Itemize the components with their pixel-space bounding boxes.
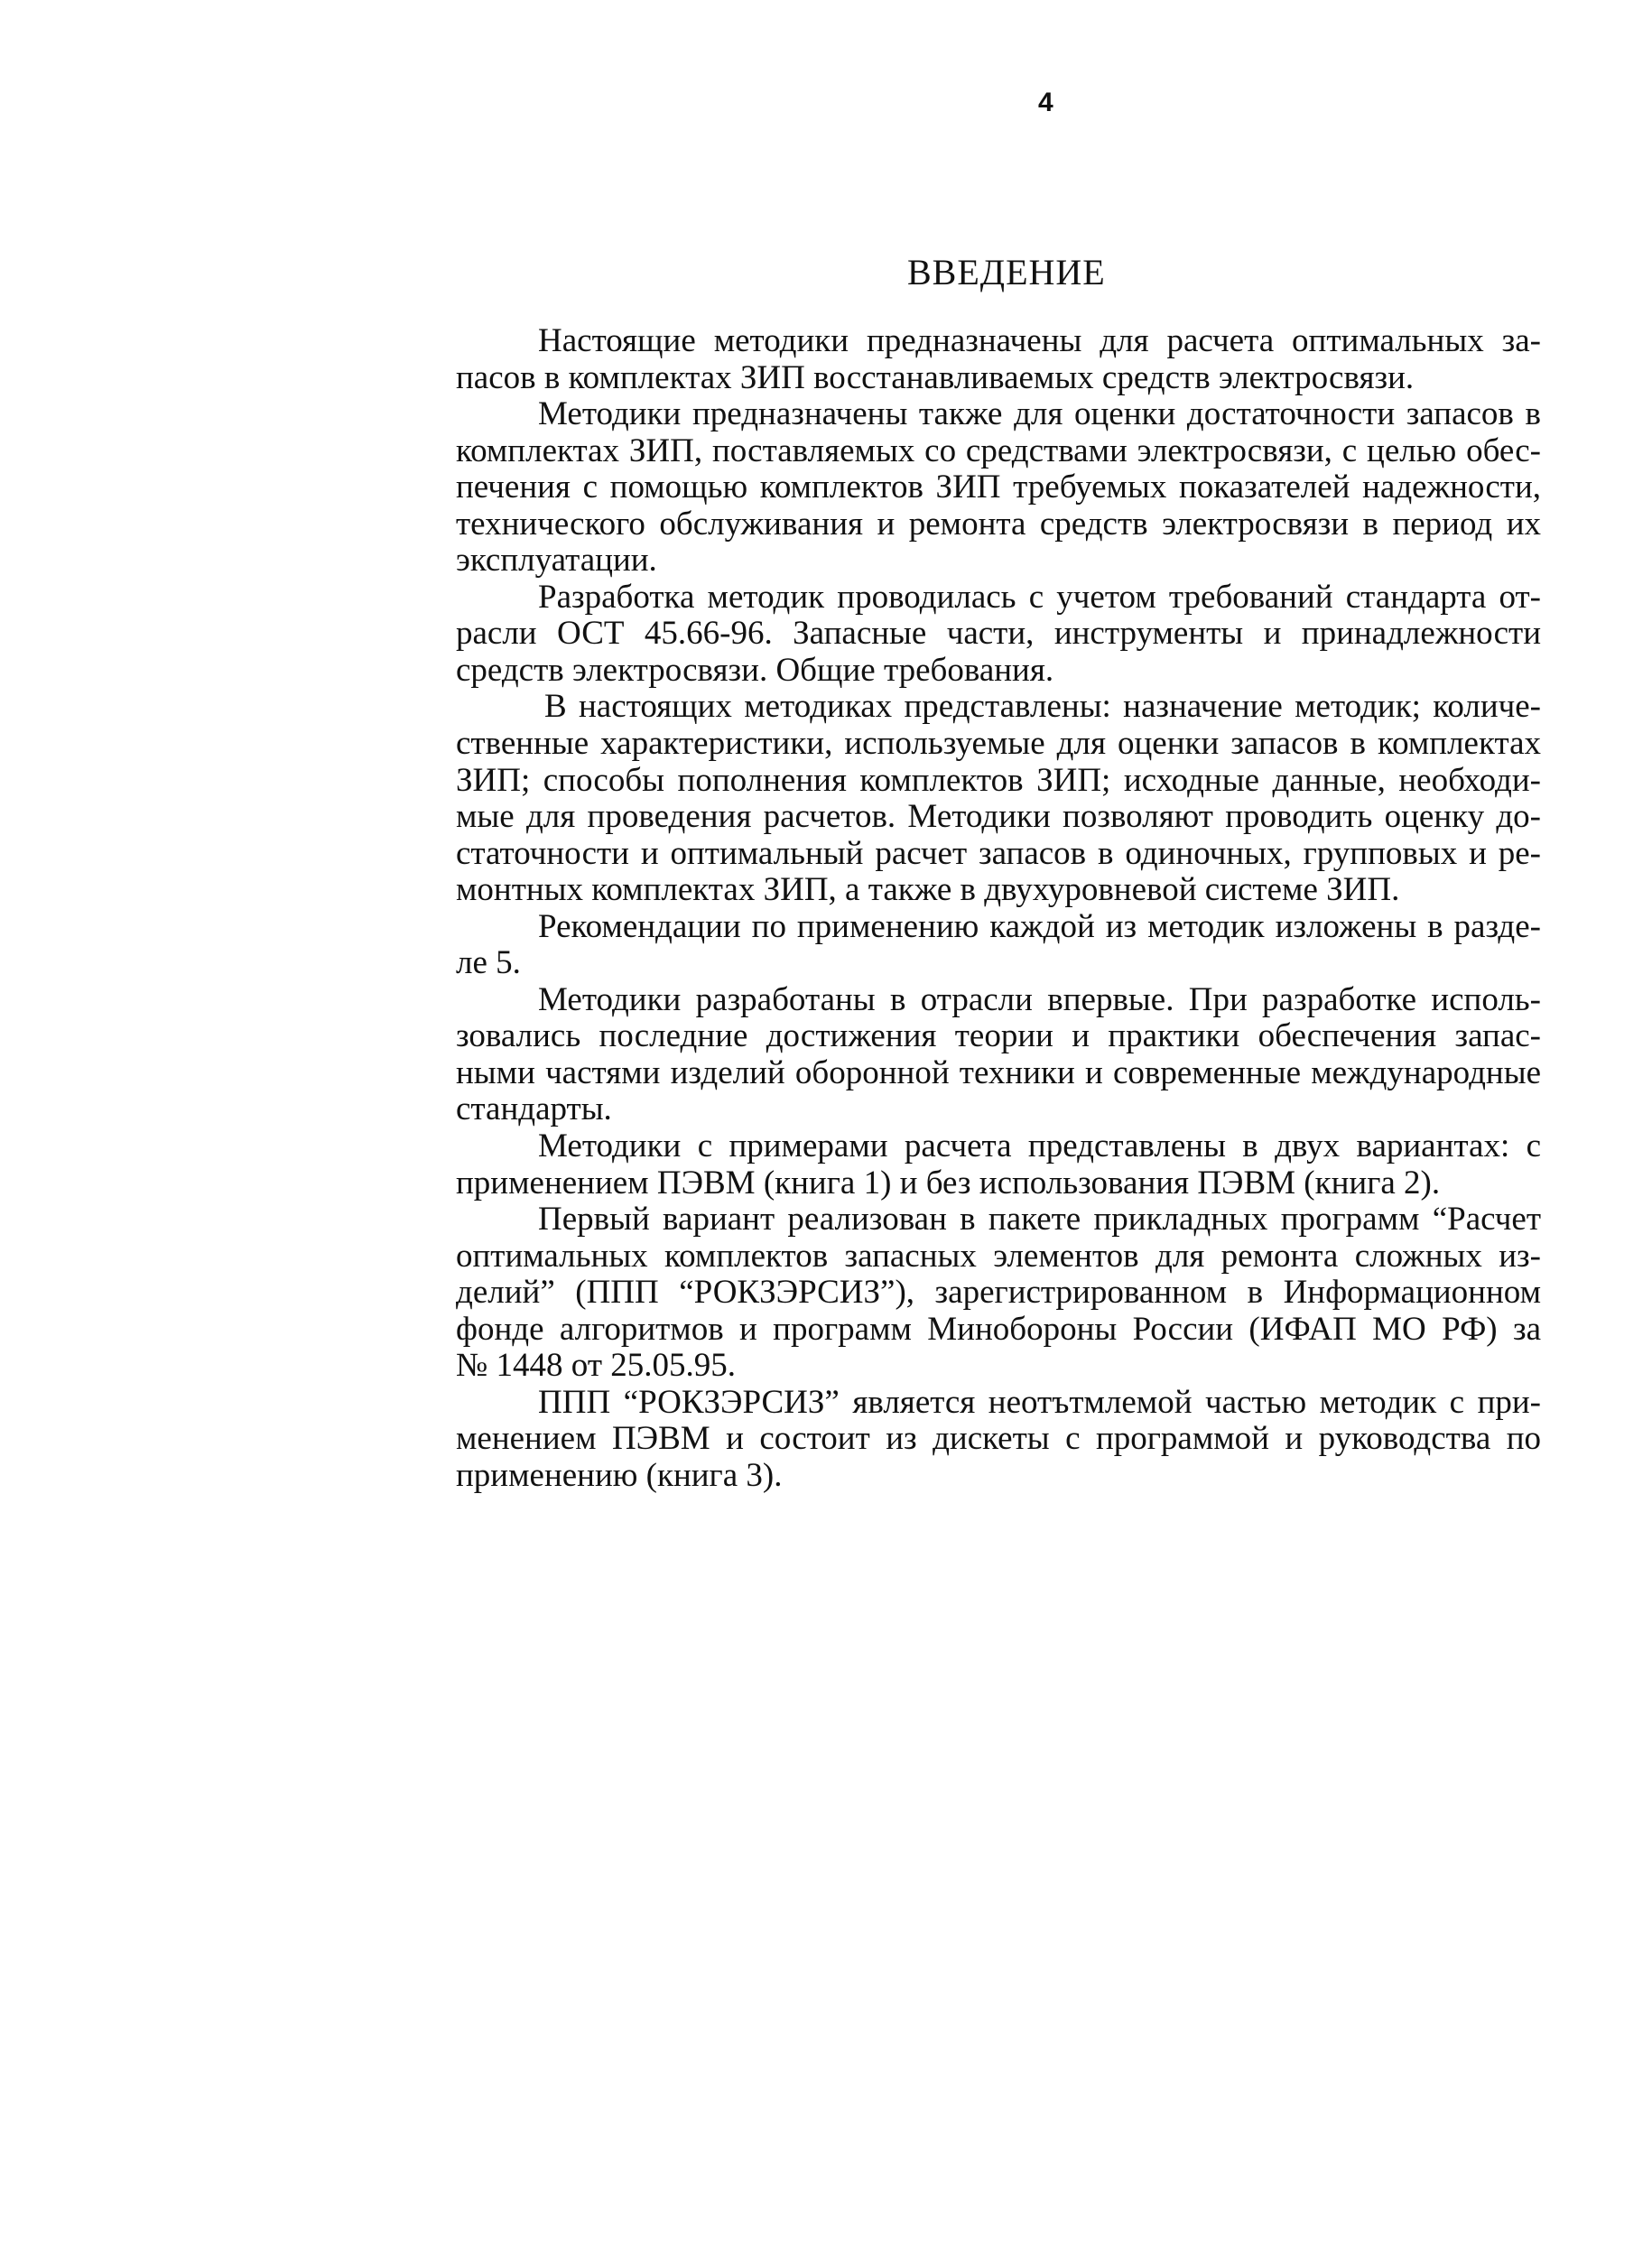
text-line: применением ПЭВМ (книга 1) и без использования ПЭВМ (книга 2). [456, 1164, 1441, 1202]
text-line: Первый вариант реализован в пакете прикладных программ “Расчет [538, 1201, 1541, 1239]
body-text [456, 323, 1541, 1495]
text-line: ле 5. [456, 944, 521, 982]
text-line: Методики с примерами расчета представлены в двух вариантах: с [538, 1127, 1541, 1165]
section-heading: ВВЕДЕНИЕ [907, 252, 1106, 292]
text-line: пасов в комплектах ЗИП восстанавливаемых средств электросвязи. [456, 358, 1415, 396]
page-number: 4 [1038, 88, 1053, 117]
text-line: Разработка методик проводилась с учетом требований стандарта от- [538, 578, 1541, 616]
text-line: печения с помощью комплектов ЗИП требуемых показателей надежности, [456, 469, 1541, 506]
text-line: расли ОСТ 45.66-96. Запасные части, инструменты и принадлежности [456, 615, 1541, 653]
text-line: Рекомендации по применению каждой из методик изложены в разде- [538, 907, 1541, 945]
text-line: ППП “РОКЗЭРСИЗ” является неотътмлемой частью методик с при- [538, 1383, 1541, 1421]
text-line: ственные характеристики, используемые для оценки запасов в комплектах [456, 725, 1541, 763]
text-line: монтных комплектах ЗИП, а также в двухуровневой системе ЗИП. [456, 871, 1400, 909]
text-line: Методики предназначены также для оценки достаточности запасов в [538, 395, 1541, 433]
text-line: Настоящие методики предназначены для расчета оптимальных за- [538, 322, 1541, 359]
text-line: зовались последние достижения теории и практики обеспечения запас- [456, 1017, 1541, 1055]
text-line: мые для проведения расчетов. Методики позволяют проводить оценку до- [456, 798, 1541, 836]
text-line: статочности и оптимальный расчет запасов в одиночных, групповых и ре- [456, 834, 1541, 872]
text-line: средств электросвязи. Общие требования. [456, 651, 1054, 689]
text-line: № 1448 от 25.05.95. [456, 1347, 736, 1385]
text-line: делий” (ППП “РОКЗЭРСИЗ”), зарегистрированном в Информационном [456, 1274, 1541, 1312]
text-line: комплектах ЗИП, поставляемых со средствами электросвязи, с целью обес- [456, 431, 1541, 469]
text-line: технического обслуживания и ремонта средств электросвязи в период их [456, 505, 1541, 543]
text-line: стандарты. [456, 1090, 612, 1128]
text-line: оптимальных комплектов запасных элементов для ремонта сложных из- [456, 1237, 1541, 1275]
text-line: менением ПЭВМ и состоит из дискеты с программой и руководства по [456, 1420, 1541, 1458]
text-line: ными частями изделий оборонной техники и современные международные [456, 1053, 1541, 1091]
text-line: фонде алгоритмов и программ Минобороны России (ИФАП МО РФ) за [456, 1310, 1541, 1348]
text-line: Методики разработаны в отрасли впервые. При разработке исполь- [538, 980, 1541, 1018]
text-line: эксплуатации. [456, 542, 657, 580]
text-line: ЗИП; способы пополнения комплектов ЗИП; исходные данные, необходи- [456, 761, 1541, 799]
text-line: применению (книга 3). [456, 1456, 783, 1494]
text-line: В настоящих методиках представлены: назначение методик; количе- [544, 688, 1541, 726]
